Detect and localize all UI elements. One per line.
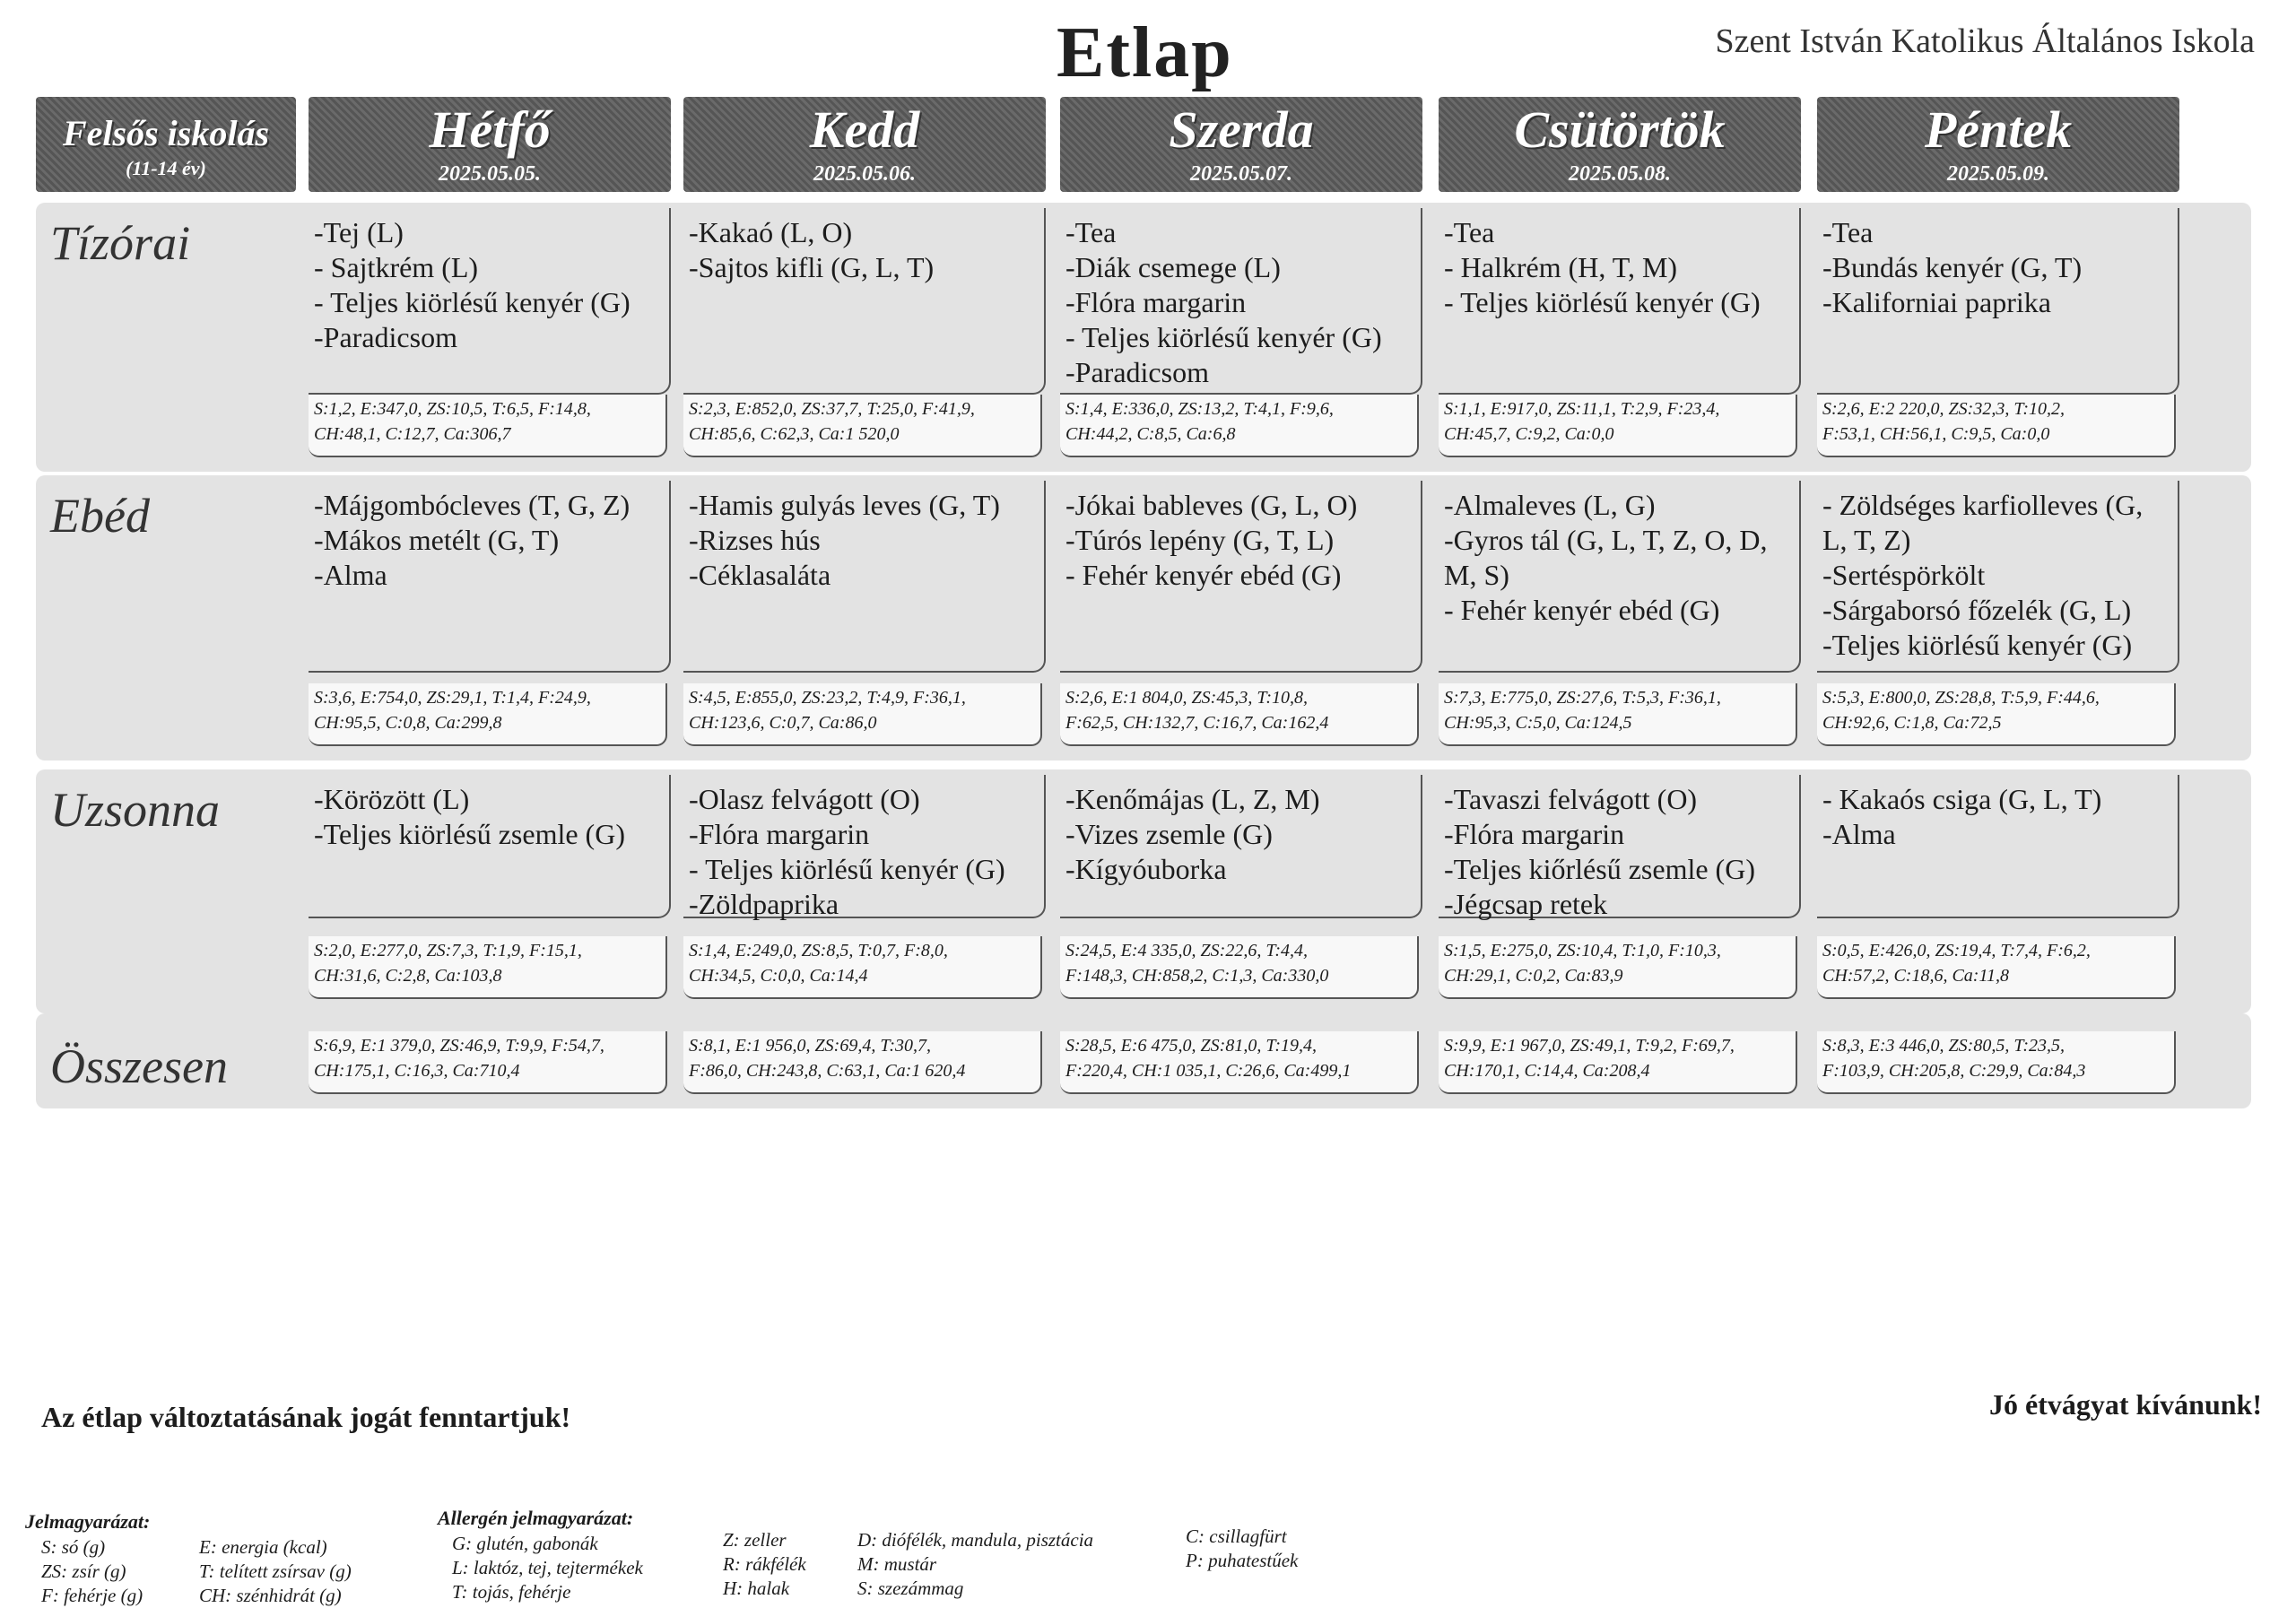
menu-items-cell [1439, 775, 1801, 918]
allergen-legend-column-2 [723, 1528, 806, 1601]
nutrition-cell [1817, 936, 2176, 999]
menu-item: -Flóra margarin [689, 818, 870, 850]
nutrition-cell [683, 936, 1042, 999]
allergen-entry: G: glutén, gabonák [452, 1533, 598, 1554]
nutrition-cell [683, 395, 1042, 457]
menu-item: -Tea [1822, 216, 1874, 248]
nutrition-line: CH:29,1, C:0,2, Ca:83,9 [1444, 966, 1623, 986]
menu-items-cell [1817, 208, 2179, 395]
menu-item: - Kakaós csiga (G, L, T) [1822, 783, 2102, 815]
menu-items-cell [1060, 775, 1422, 918]
day-date: 2025.05.05. [439, 162, 541, 186]
menu-item: -Almaleves (L, G) [1444, 489, 1656, 521]
nutrition-cell [1439, 936, 1797, 999]
nutrition-line: S:28,5, E:6 475,0, ZS:81,0, T:19,4, [1065, 1036, 1317, 1056]
allergen-entry: C: csillagfürt [1186, 1525, 1287, 1547]
allergen-entry: T: tojás, fehérje [452, 1581, 571, 1603]
menu-item: -Kakaó (L, O) [689, 216, 853, 248]
nutrition-line: CH:123,6, C:0,7, Ca:86,0 [689, 713, 877, 733]
menu-item: - Zöldséges karfiolleves (G, [1822, 489, 2144, 521]
nutrition-cell [309, 683, 667, 746]
day-header-kedd [683, 97, 1046, 192]
disclaimer-text: Az étlap változtatásának jogát fenntartjuk! [41, 1401, 571, 1433]
nutrition-line: S:2,6, E:2 220,0, ZS:32,3, T:10,2, [1822, 399, 2065, 419]
allergen-entry: L: laktóz, tej, tejtermékek [452, 1557, 643, 1578]
menu-item: - Fehér kenyér ebéd (G) [1065, 559, 1342, 591]
menu-item: - Fehér kenyér ebéd (G) [1444, 594, 1720, 626]
page-title: Etlap [1057, 13, 1233, 92]
nutrition-line: S:24,5, E:4 335,0, ZS:22,6, T:4,4, [1065, 941, 1308, 960]
allergen-entry: P: puhatestűek [1186, 1550, 1299, 1571]
menu-item: -Teljes kiőrlésű zsemle (G) [1444, 853, 1755, 885]
menu-items-cell [1439, 481, 1801, 673]
allergen-entry: M: mustár [857, 1553, 937, 1575]
allergen-legend-column-4 [1186, 1525, 1298, 1573]
nutrition-line: F:103,9, CH:205,8, C:29,9, Ca:84,3 [1822, 1061, 2086, 1081]
nutrition-cell [1060, 395, 1419, 457]
menu-item: -Céklasaláta [689, 559, 831, 591]
menu-item: -Túrós lepény (G, T, L) [1065, 524, 1335, 556]
menu-items-cell [1060, 481, 1422, 673]
allergen-entry: H: halak [723, 1578, 790, 1599]
menu-item: -Alma [314, 559, 387, 591]
nutrition-line: CH:95,3, C:5,0, Ca:124,5 [1444, 713, 1632, 733]
menu-item: - Halkrém (H, T, M) [1444, 251, 1678, 283]
day-date: 2025.05.07. [1190, 162, 1292, 186]
menu-item: - Teljes kiörlésű kenyér (G) [689, 853, 1005, 885]
menu-item: - Teljes kiörlésű kenyér (G) [1065, 321, 1382, 353]
nutrition-line: S:7,3, E:775,0, ZS:27,6, T:5,3, F:36,1, [1444, 688, 1721, 708]
menu-item: -Sajtos kifli (G, L, T) [689, 251, 935, 283]
nutrition-line: F:62,5, CH:132,7, C:16,7, Ca:162,4 [1065, 713, 1329, 733]
nutrition-line: CH:48,1, C:12,7, Ca:306,7 [314, 424, 511, 444]
menu-item: - Teljes kiörlésű kenyér (G) [1444, 286, 1761, 318]
menu-item: -Tavaszi felvágott (O) [1444, 783, 1698, 815]
allergen-entry: D: diófélék, mandula, pisztácia [857, 1529, 1094, 1551]
nutrition-cell [1817, 395, 2176, 457]
totals-cell [1817, 1031, 2176, 1094]
allergen-entry: R: rákfélék [723, 1553, 806, 1575]
menu-item: -Körözött (L) [314, 783, 470, 815]
group-header [36, 97, 296, 192]
nutrition-line: CH:175,1, C:16,3, Ca:710,4 [314, 1061, 520, 1081]
menu-item: -Tea [1065, 216, 1117, 248]
nutrition-line: CH:44,2, C:8,5, Ca:6,8 [1065, 424, 1236, 444]
nutrition-line: S:4,5, E:855,0, ZS:23,2, T:4,9, F:36,1, [689, 688, 966, 708]
allergen-legend-column-1 [452, 1532, 643, 1604]
nutrition-line: S:3,6, E:754,0, ZS:29,1, T:1,4, F:24,9, [314, 688, 591, 708]
day-name: Kedd [809, 100, 920, 159]
menu-item: -Tea [1444, 216, 1495, 248]
day-name: Csütörtök [1514, 100, 1726, 159]
nutrition-line: S:2,0, E:277,0, ZS:7,3, T:1,9, F:15,1, [314, 941, 582, 960]
nutrition-cell [1060, 683, 1419, 746]
menu-item: -Bundás kenyér (G, T) [1822, 251, 2083, 283]
nutrition-cell [309, 936, 667, 999]
menu-items-cell [1439, 208, 1801, 395]
legend-entry: S: só (g) [41, 1536, 106, 1558]
menu-items-cell [1817, 481, 2179, 673]
legend-column-2 [199, 1535, 352, 1608]
nutrition-cell [1817, 683, 2176, 746]
nutrition-line: F:53,1, CH:56,1, C:9,5, Ca:0,0 [1822, 424, 2050, 444]
nutrition-line: S:1,5, E:275,0, ZS:10,4, T:1,0, F:10,3, [1444, 941, 1721, 960]
good-appetite-text: Jó étvágyat kívánunk! [1988, 1388, 2262, 1421]
nutrition-line: CH:57,2, C:18,6, Ca:11,8 [1822, 966, 2009, 986]
totals-cell [309, 1031, 667, 1094]
menu-item: -Jégcsap retek [1444, 888, 1608, 920]
day-name: Szerda [1169, 100, 1314, 159]
nutrition-line: CH:170,1, C:14,4, Ca:208,4 [1444, 1061, 1650, 1081]
menu-item: - Sajtkrém (L) [314, 251, 479, 283]
menu-items-cell [309, 775, 671, 918]
day-name: Hétfő [429, 100, 551, 159]
day-header-szerda [1060, 97, 1422, 192]
group-label: Felsős iskolás [62, 113, 270, 153]
nutrition-line: F:86,0, CH:243,8, C:63,1, Ca:1 620,4 [689, 1061, 966, 1081]
nutrition-line: S:1,2, E:347,0, ZS:10,5, T:6,5, F:14,8, [314, 399, 591, 419]
menu-item: - Teljes kiörlésű kenyér (G) [314, 286, 631, 318]
nutrition-line: S:6,9, E:1 379,0, ZS:46,9, T:9,9, F:54,7, [314, 1036, 604, 1056]
totals-cell [1060, 1031, 1419, 1094]
legend-entry: E: energia (kcal) [199, 1536, 327, 1558]
nutrition-line: S:5,3, E:800,0, ZS:28,8, T:5,9, F:44,6, [1822, 688, 2100, 708]
menu-item: -Sárgaborsó főzelék (G, L) [1822, 594, 2132, 626]
nutrition-cell [1439, 683, 1797, 746]
menu-item: -Teljes kiörlésű kenyér (G) [1822, 629, 2133, 661]
nutrition-line: S:2,3, E:852,0, ZS:37,7, T:25,0, F:41,9, [689, 399, 975, 419]
day-date: 2025.05.08. [1569, 162, 1671, 186]
menu-item: -Paradicsom [1065, 356, 1209, 388]
menu-item: -Sertéspörkölt [1822, 559, 1986, 591]
day-date: 2025.05.06. [813, 162, 916, 186]
allergen-legend-title: Allergén jelmagyarázat: [438, 1507, 634, 1529]
menu-item: -Kaliforniai paprika [1822, 286, 2051, 318]
nutrition-line: S:2,6, E:1 804,0, ZS:45,3, T:10,8, [1065, 688, 1308, 708]
day-header-pentek [1817, 97, 2179, 192]
menu-items-cell [309, 481, 671, 673]
menu-item: M, S) [1444, 559, 1509, 591]
day-header-hetfo [309, 97, 671, 192]
menu-item: -Kenőmájas (L, Z, M) [1065, 783, 1320, 815]
day-header-csutortok [1439, 97, 1801, 192]
allergen-entry: S: szezámmag [857, 1578, 964, 1599]
menu-item: -Kígyóuborka [1065, 853, 1227, 885]
day-name: Péntek [1924, 100, 2073, 159]
legend-entry: F: fehérje (g) [41, 1585, 144, 1606]
legend-entry: ZS: zsír (g) [41, 1560, 126, 1582]
nutrition-line: S:8,3, E:3 446,0, ZS:80,5, T:23,5, [1822, 1036, 2065, 1056]
menu-item: -Mákos metélt (G, T) [314, 524, 560, 556]
legend-column-1 [41, 1535, 143, 1608]
menu-item: -Tej (L) [314, 216, 404, 248]
nutrition-line: CH:95,5, C:0,8, Ca:299,8 [314, 713, 502, 733]
menu-item: -Jókai bableves (G, L, O) [1065, 489, 1358, 521]
menu-item: -Flóra margarin [1065, 286, 1247, 318]
menu-item: -Olasz felvágott (O) [689, 783, 920, 815]
nutrition-line: S:1,4, E:249,0, ZS:8,5, T:0,7, F:8,0, [689, 941, 948, 960]
nutrition-cell [1439, 395, 1797, 457]
nutrition-line: S:9,9, E:1 967,0, ZS:49,1, T:9,2, F:69,7, [1444, 1036, 1735, 1056]
nutrition-cell [683, 683, 1042, 746]
meal-label: Tízórai [50, 216, 191, 270]
nutrition-line: CH:92,6, C:1,8, Ca:72,5 [1822, 713, 2002, 733]
meal-label: Ebéd [50, 489, 150, 543]
nutrition-line: S:1,1, E:917,0, ZS:11,1, T:2,9, F:23,4, [1444, 399, 1720, 419]
menu-item: -Vizes zsemle (G) [1065, 818, 1273, 850]
nutrition-line: CH:31,6, C:2,8, Ca:103,8 [314, 966, 502, 986]
menu-items-cell [309, 208, 671, 395]
legend-entry: CH: szénhidrát (g) [199, 1585, 342, 1606]
nutrition-line: CH:85,6, C:62,3, Ca:1 520,0 [689, 424, 900, 444]
menu-item: -Zöldpaprika [689, 888, 839, 920]
nutrition-line: F:220,4, CH:1 035,1, C:26,6, Ca:499,1 [1065, 1061, 1352, 1081]
menu-items-cell [683, 208, 1046, 395]
school-name: Szent István Katolikus Általános Iskola [1715, 22, 2255, 60]
menu-item: L, T, Z) [1822, 524, 1911, 556]
menu-item: -Alma [1822, 818, 1896, 850]
menu-item: -Rizses hús [689, 524, 821, 556]
menu-items-cell [683, 775, 1046, 918]
menu-item: -Paradicsom [314, 321, 457, 353]
nutrition-cell [1060, 936, 1419, 999]
menu-items-cell [683, 481, 1046, 673]
day-date: 2025.05.09. [1947, 162, 2049, 186]
legend-entry: T: telített zsírsav (g) [199, 1560, 352, 1582]
menu-item: -Hamis gulyás leves (G, T) [689, 489, 1000, 521]
group-age: (11-14 év) [126, 157, 206, 179]
menu-item: -Gyros tál (G, L, T, Z, O, D, [1444, 524, 1768, 556]
totals-label: Összesen [50, 1039, 228, 1093]
nutrition-line: S:0,5, E:426,0, ZS:19,4, T:7,4, F:6,2, [1822, 941, 2091, 960]
menu-item: -Teljes kiörlésű zsemle (G) [314, 818, 625, 850]
menu-item: -Flóra margarin [1444, 818, 1625, 850]
nutrition-cell [309, 395, 667, 457]
totals-cell [1439, 1031, 1797, 1094]
nutrition-line: F:148,3, CH:858,2, C:1,3, Ca:330,0 [1065, 966, 1329, 986]
menu-items-cell [1817, 775, 2179, 918]
menu-items-cell [1060, 208, 1422, 395]
legend-title: Jelmagyarázat: [25, 1510, 151, 1533]
totals-cell [683, 1031, 1042, 1094]
nutrition-line: S:1,4, E:336,0, ZS:13,2, T:4,1, F:9,6, [1065, 399, 1334, 419]
allergen-legend-column-3 [857, 1528, 1093, 1601]
nutrition-line: S:8,1, E:1 956,0, ZS:69,4, T:30,7, [689, 1036, 931, 1056]
nutrition-line: CH:34,5, C:0,0, Ca:14,4 [689, 966, 868, 986]
menu-item: -Májgombócleves (T, G, Z) [314, 489, 631, 521]
menu-item: -Diák csemege (L) [1065, 251, 1281, 283]
allergen-entry: Z: zeller [723, 1529, 787, 1551]
nutrition-line: CH:45,7, C:9,2, Ca:0,0 [1444, 424, 1614, 444]
meal-label: Uzsonna [50, 783, 221, 837]
